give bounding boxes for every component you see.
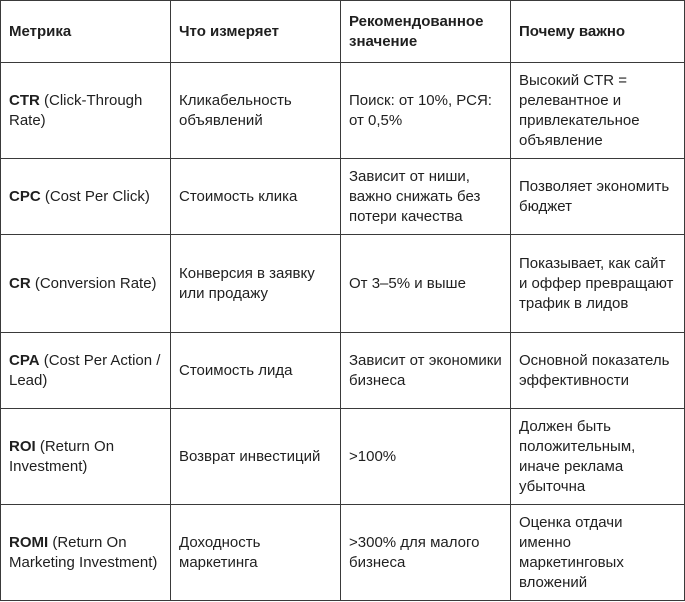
- metric-cell: [1, 159, 171, 235]
- metric-cell: [1, 63, 171, 159]
- metric-cell: [1, 505, 171, 601]
- measures-cell: Стоимость клика: [171, 159, 341, 235]
- metric-cell: [1, 235, 171, 333]
- metric-abbr: CPA: [9, 351, 40, 369]
- table-row: [1, 63, 685, 159]
- metric-desc: (Return On Investment): [9, 437, 115, 475]
- why-cell: Оценка отдачи именно маркетинговых вложений: [511, 505, 685, 601]
- metric-abbr: ROI: [9, 437, 36, 455]
- recommended-cell: >300% для малого бизнеса: [341, 505, 511, 601]
- recommended-cell: Зависит от экономики бизнеса: [341, 333, 511, 409]
- metric-abbr: CPC: [9, 187, 41, 205]
- header-measures: Что измеряет: [171, 1, 341, 63]
- header-row: [1, 1, 685, 63]
- metric-desc: (Cost Per Click): [40, 187, 150, 205]
- table-header: [1, 1, 685, 63]
- recommended-cell: Поиск: от 10%, РСЯ: от 0,5%: [341, 63, 511, 159]
- measures-cell: Стоимость лида: [171, 333, 341, 409]
- table-row: [1, 505, 685, 601]
- metric-desc: (Cost Per Action / Lead): [9, 351, 161, 389]
- measures-cell: Возврат инвестиций: [171, 409, 341, 505]
- why-cell: Показывает, как сайт и оффер превращают трафик в лидов: [511, 235, 685, 333]
- metric-cell: [1, 333, 171, 409]
- why-cell: Высокий CTR = релевантное и привлекательное объявление: [511, 63, 685, 159]
- table-body: [1, 63, 685, 601]
- metric-desc: (Conversion Rate): [30, 274, 157, 292]
- recommended-cell: >100%: [341, 409, 511, 505]
- table-row: [1, 409, 685, 505]
- metric-abbr: CTR: [9, 91, 40, 109]
- table-row: [1, 159, 685, 235]
- table-row: [1, 235, 685, 333]
- metric-abbr: ROMI: [9, 533, 49, 551]
- measures-cell: Конверсия в заявку или продажу: [171, 235, 341, 333]
- table-row: [1, 333, 685, 409]
- metric-cell: [1, 409, 171, 505]
- why-cell: Позволяет экономить бюджет: [511, 159, 685, 235]
- metric-desc: (Click-Through Rate): [9, 91, 143, 129]
- measures-cell: Доходность маркетинга: [171, 505, 341, 601]
- metric-desc: (Return On Marketing Investment): [9, 533, 158, 571]
- why-cell: Основной показатель эффективности: [511, 333, 685, 409]
- recommended-cell: Зависит от ниши, важно снижать без потери качества: [341, 159, 511, 235]
- recommended-cell: От 3–5% и выше: [341, 235, 511, 333]
- metric-abbr: CR: [9, 274, 31, 292]
- header-why: Почему важно: [511, 1, 685, 63]
- why-cell: Должен быть положительным, иначе реклама убыточна: [511, 409, 685, 505]
- header-recommended: Рекомендованное значение: [341, 1, 511, 63]
- header-metric: Метрика: [1, 1, 171, 63]
- measures-cell: Кликабельность объявлений: [171, 63, 341, 159]
